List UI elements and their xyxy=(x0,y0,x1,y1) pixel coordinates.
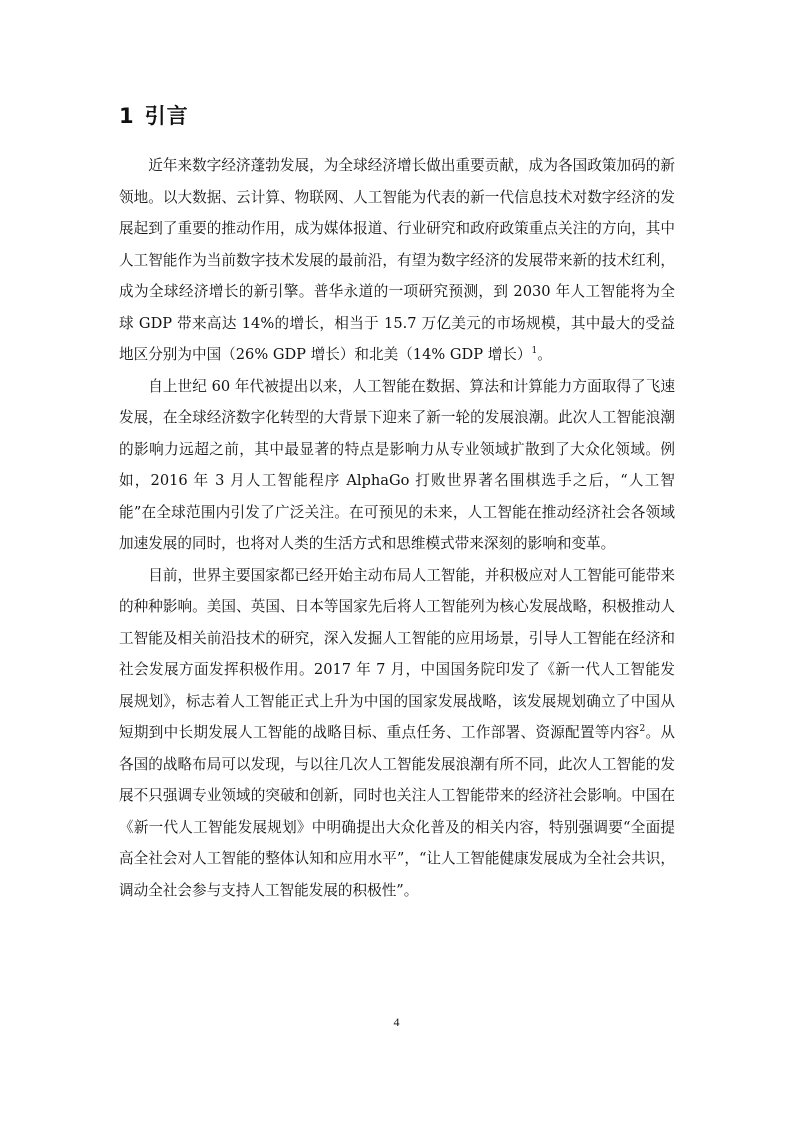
paragraph-text: 近年来数字经济蓬勃发展，为全球经济增长做出重要贡献，成为各国政策加码的新领地。以大数据、云计算、物联网、人工智能为代表的新一代信息技术对数字经济的发展起到了重要的推动作用，成为媒体报道、行业研究和政府政策重点关注的方向，其中人工智能作为当前数字技术发展的最前沿，有望为数字经济的发展带来新的技术红利，成为全球经济增长的新引擎。普华永道的一项研究预测，到 2030 年人工智能将为全球 GDP 带来高达 14%的增长，相当于 15.7 万亿美元的市场规模，其中最大的受益地区分别为中国（26% GDP 增长）和北美（14% GDP 增长） xyxy=(119,157,675,363)
paragraph-text: 目前，世界主要国家都已经开始主动布局人工智能，并积极应对人工智能可能带来的种种影响。美国、英国、日本等国家先后将人工智能列为核心发展战略，积极推动人工智能及相关前沿技术的研究，深入发掘人工智能的应用场景，引导人工智能在经济和社会发展方面发挥积极作用。2017 年 7 月，中国国务院印发了《新一代人工智能发展规划》，标志着人工智能正式上升为中国的国家发展战略，该发展规划确立了中国从短期到中长期发展人工智能的战略目标、重点任务、工作部署、资源配置等内容 xyxy=(119,566,675,741)
section-heading xyxy=(119,101,189,131)
paragraph xyxy=(119,371,675,560)
footnote-marker[interactable]: 2 xyxy=(639,724,646,735)
page-number: 4 xyxy=(393,1015,400,1029)
paragraph xyxy=(119,560,675,907)
paragraph xyxy=(119,150,675,371)
body-text xyxy=(119,150,675,906)
paragraph-text-continued: 。 xyxy=(537,346,552,363)
paragraph-text-continued: 。从各国的战略布局可以发现，与以往几次人工智能发展浪潮有所不同，此次人工智能的发展不只强调专业领域的突破和创新，同时也关注人工智能带来的经济社会影响。中国在《新一代人工智能发展规划》中明确提出大众化普及的相关内容，特别强调要“全面提高全社会对人工智能的整体认知和应用水平”，“让人工智能健康发展成为全社会共识，调动全社会参与支持人工智能发展的积极性”。 xyxy=(119,724,675,899)
footnote-marker[interactable]: 1 xyxy=(531,346,538,357)
section-title: 引言 xyxy=(144,104,189,128)
paragraph-text: 自上世纪 60 年代被提出以来，人工智能在数据、算法和计算能力方面取得了飞速发展，在全球经济数字化转型的大背景下迎来了新一轮的发展浪潮。此次人工智能浪潮的影响力远超之前，其中最显著的特点是影响力从专业领域扩散到了大众化领域。例如，2016 年 3 月人工智能程序 AlphaGo 打败世界著名围棋选手之后，“人工智能”在全球范围内引发了广泛关注。在可预见的未来，人工智能在推动经济社会各领域加速发展的同时，也将对人类的生活方式和思维模式带来深刻的影响和变革。 xyxy=(119,377,675,552)
section-number: 1 xyxy=(119,104,135,128)
